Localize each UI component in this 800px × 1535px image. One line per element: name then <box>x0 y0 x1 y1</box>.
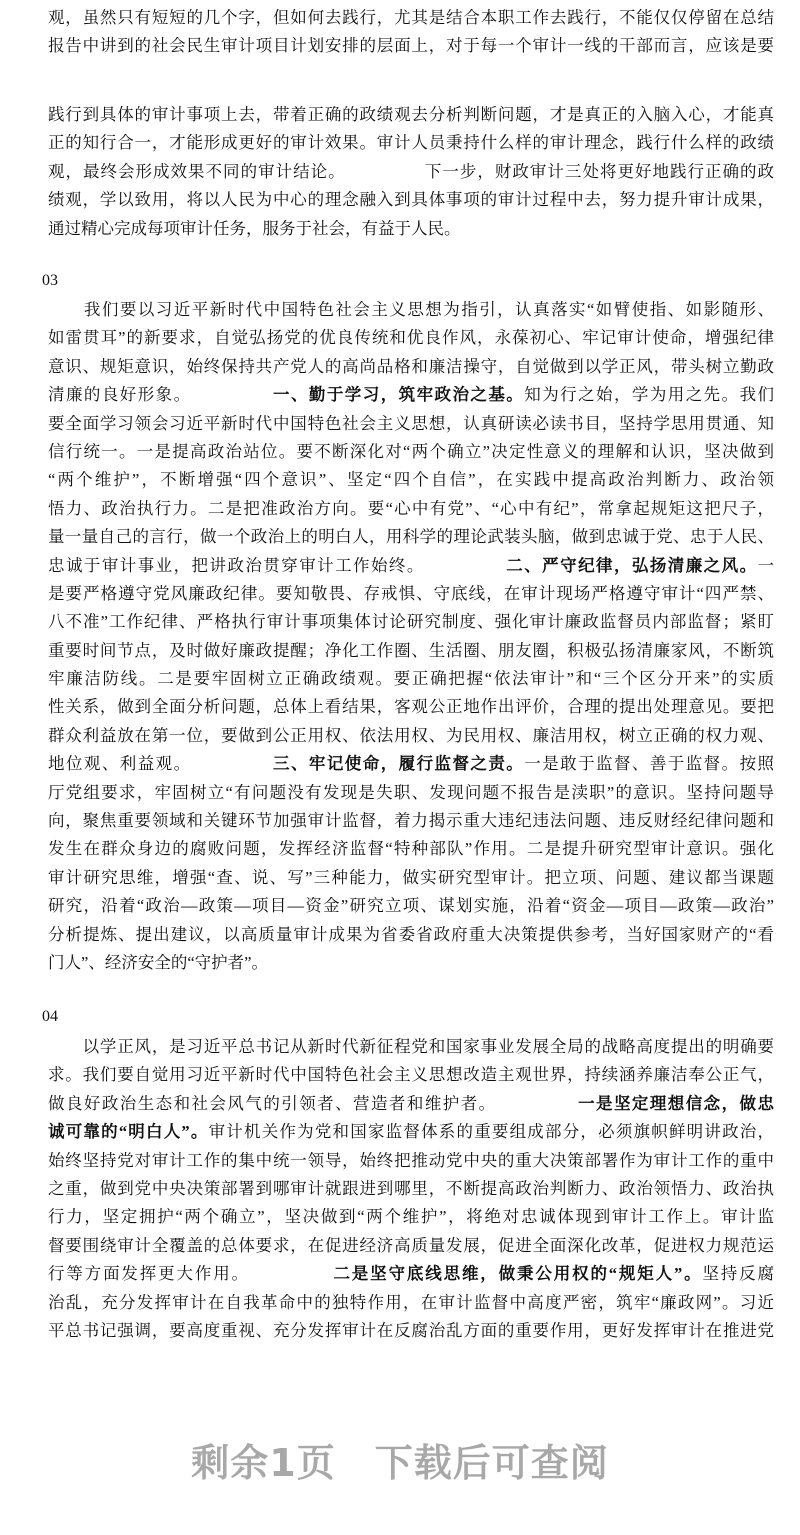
text-line <box>48 1260 774 1288</box>
section-03-body <box>48 296 774 977</box>
body-text: 地位观、利益观。 <box>48 754 274 774</box>
body-text: 一 <box>757 555 774 575</box>
text-line <box>48 4 774 32</box>
text-line <box>48 1175 774 1203</box>
text-line <box>48 665 774 693</box>
text-line <box>48 835 774 863</box>
body-text: 信行统一。一是提高政治站位。要不断深化对“两个确立”决定性意义的理解和认识，坚决做到 <box>48 441 774 461</box>
body-text: 八不准”工作纪律、严格执行审计事项集体讨论研究制度、强化审计廉政监督员内部监督；紧盯 <box>48 612 774 632</box>
body-text: 审计机关作为党和国家监督体系的重要组成部分，必须旗帜鲜明讲政治， <box>208 1122 774 1142</box>
body-text: 之重，做到党中央决策部署到哪审计就跟进到哪里，不断提高政治判断力、政治领悟力、政治执 <box>48 1178 774 1198</box>
body-text: 向，聚焦重要领域和关键环节加强审计监督，着力揭示重大违纪违法问题、违反财经纪律问题和 <box>48 811 774 831</box>
bold-heading-text: 二是坚守底线思维，做秉公用权的“规矩人”。 <box>333 1264 703 1284</box>
body-text: 知为行之始，学为用之先。我们 <box>524 385 774 405</box>
text-line <box>48 750 774 778</box>
text-line <box>48 779 774 807</box>
body-text: 牢廉洁防线。二是要牢固树立正确政绩观。要正确把握“依法审计”和“三个区分开来”的实质 <box>48 669 774 689</box>
text-line <box>48 495 774 523</box>
body-text: 督要围绕审计全覆盖的总体要求，在促进经济高质量发展，促进全面深化改革，促进权力规范运 <box>48 1235 774 1255</box>
paragraph-top <box>48 4 774 61</box>
text-line <box>48 158 774 186</box>
body-text: 行等方面发挥更大作用。 <box>48 1264 334 1284</box>
body-text: 忠诚于审计事业，把讲政治贯穿审计工作始终。 <box>48 555 507 575</box>
text-line <box>48 1033 774 1061</box>
body-text: 一是敢于监督、善于监督。按照 <box>524 754 774 774</box>
body-text: 是要严格遵守党风廉政纪律。要知敬畏、存戒惧、守底线，在审计现场严格遵守审计“四严禁、 <box>48 583 774 603</box>
text-line <box>48 1090 774 1118</box>
bold-heading-text: 一是坚定理想信念，做忠 <box>578 1093 774 1113</box>
text-line <box>48 353 774 381</box>
body-text: 正的知行合一，才能形成更好的审计效果。审计人员秉持什么样的审计理念，践行什么样的政绩 <box>48 133 774 153</box>
text-line <box>48 608 774 636</box>
text-line <box>48 1061 774 1089</box>
body-text: 分析提炼、提出建议，以高质量审计成果为省委省政府重大决策提供参考，当好国家财产的“看 <box>48 924 774 944</box>
text-line <box>48 296 774 324</box>
text-line <box>48 1317 774 1345</box>
text-line <box>48 523 774 551</box>
text-line <box>48 324 774 352</box>
body-text: 通过精心完成每项审计任务，服务于社会，有益于人民。 <box>48 218 461 238</box>
text-line <box>48 693 774 721</box>
body-text: 如雷贯耳”的新要求，自觉弘扬党的优良传统和优良作风，永葆初心、牢记审计使命，增强纪律 <box>48 328 774 348</box>
text-line <box>48 580 774 608</box>
bold-heading-text: 一、勤于学习，筑牢政治之基。 <box>273 385 525 405</box>
section-04-body <box>48 1033 774 1345</box>
text-line <box>48 637 774 665</box>
body-text: 悟力、政治执行力。二是把准政治方向。要“心中有党”、“心中有纪”，常拿起规矩这把尺子， <box>48 498 774 518</box>
text-line <box>48 722 774 750</box>
download-prompt[interactable] <box>0 1432 800 1487</box>
body-text: 观，虽然只有短短的几个字，但如何去践行，尤其是结合本职工作去践行，不能仅仅停留在总结 <box>48 8 774 27</box>
body-text: 性关系，做到全面分析问题，总体上看结果，客观公正地作出评价，合理的提出处理意见。要把 <box>48 697 774 717</box>
text-line <box>48 1203 774 1231</box>
section-number-04: 04 <box>42 1008 58 1025</box>
body-text: 门人”、经济安全的“守护者”。 <box>48 952 268 972</box>
text-line <box>48 864 774 892</box>
text-line <box>48 1289 774 1317</box>
text-line <box>48 381 774 409</box>
text-line <box>48 1232 774 1260</box>
text-line <box>48 186 774 214</box>
body-text: 厅党组要求，牢固树立“有问题没有发现是失职、发现问题不报告是渎职”的意识。坚持问题导 <box>48 782 774 802</box>
body-text: 审计研究思维，增强“查、说、写”三种能力，做实研究型审计。把立项、问题、建议都当课题 <box>48 867 774 887</box>
text-line <box>48 410 774 438</box>
body-text: 平总书记强调，要高度重视、充分发挥审计在反腐治乱方面的重要作用，更好发挥审计在推进党 <box>48 1320 774 1340</box>
text-line <box>48 892 774 920</box>
body-text: 意识、规矩意识，始终保持共产党人的高尚品格和廉洁操守，自觉做到以学正风，带头树立勤政 <box>48 356 774 376</box>
body-text: 坚持反腐 <box>702 1264 774 1284</box>
body-text: 践行到具体的审计事项上去，带着正确的政绩观去分析判断问题，才是真正的入脑入心，才能真 <box>48 105 774 124</box>
body-text: 重要时间节点，及时做好廉政提醒；净化工作圈、生活圈、朋友圈，积极弘扬清廉家风，不断筑 <box>48 640 774 660</box>
download-to-view-text: 下载后可查阅 <box>374 1441 609 1485</box>
body-text: 报告中讲到的社会民生审计项目计划安排的层面上，对于每一个审计一线的干部而言，应该是要 <box>48 36 774 56</box>
bold-heading-text: 三、牢记使命，履行监督之责。 <box>273 754 525 774</box>
body-text: 研究，沿着“政治—政策—项目—资金”研究立项、谋划实施，沿着“资金—项目—政策—政治” <box>48 896 774 916</box>
text-line <box>48 552 774 580</box>
body-text: 求。我们要自觉用习近平新时代中国特色社会主义思想改造主观世界，持续涵养廉洁奉公正气， <box>48 1065 774 1085</box>
body-text: 我们要以习近平新时代中国特色社会主义思想为指引，认真落实“如臂使指、如影随形、 <box>48 300 774 319</box>
text-line <box>48 1118 774 1146</box>
body-text: “两个维护”，不断增强“四个意识”、坚定“四个自信”，在实践中提高政治判断力、政治领 <box>48 470 774 490</box>
body-text: 做良好政治生态和社会风气的引领者、营造者和维护者。 <box>48 1093 579 1113</box>
text-line <box>48 807 774 835</box>
body-text: 量一量自己的言行，做一个政治上的明白人，用科学的理论武装头脑，做到忠诚于党、忠于人民、 <box>48 527 774 547</box>
body-text: 观，最终会形成效果不同的审计结论。 下一步，财政审计三处将更好地践行正确的政 <box>48 161 774 181</box>
body-text: 治乱，充分发挥审计在自我革命中的独特作用，在审计监督中高度严密，筑牢“廉政网”。习近 <box>48 1292 774 1312</box>
text-line <box>48 949 774 977</box>
bold-heading-text: 诚可靠的“明白人”。 <box>48 1122 209 1142</box>
remaining-pages-text: 剩余1页 <box>191 1441 336 1485</box>
text-line <box>48 129 774 157</box>
body-text: 清廉的良好形象。 <box>48 385 274 405</box>
text-line <box>48 1147 774 1175</box>
text-line <box>48 32 774 60</box>
body-text: 始终坚持党对审计工作的集中统一领导，始终把推动党中央的重大决策部署作为审计工作的重中 <box>48 1150 774 1170</box>
body-text: 绩观，学以致用，将以人民为中心的理念融入到具体事项的审计过程中去，努力提升审计成果， <box>48 190 774 210</box>
paragraph-practice <box>48 101 774 243</box>
text-line <box>48 438 774 466</box>
text-line <box>48 101 774 129</box>
body-text: 发生在群众身边的腐败问题，发挥经济监督“特种部队”作用。二是提升研究型审计意识。强化 <box>48 839 774 859</box>
body-text: 群众利益放在第一位，要做到公正用权、依法用权、为民用权、廉洁用权，树立正确的权力观、 <box>48 725 774 745</box>
body-text: 以学正风，是习近平总书记从新时代新征程党和国家事业发展全局的战略高度提出的明确要 <box>48 1037 774 1056</box>
body-text: 要全面学习领会习近平新时代中国特色社会主义思想，认真研读必读书目，坚持学思用贯通、知 <box>48 413 774 433</box>
bold-heading-text: 二、严守纪律，弘扬清廉之风。 <box>506 555 758 575</box>
text-line <box>48 215 774 243</box>
text-line <box>48 466 774 494</box>
body-text: 行力，坚定拥护“两个确立”，坚决做到“两个维护”，将绝对忠诚体现到审计工作上。审计监 <box>48 1207 774 1227</box>
text-line <box>48 921 774 949</box>
section-number-03: 03 <box>42 272 58 289</box>
